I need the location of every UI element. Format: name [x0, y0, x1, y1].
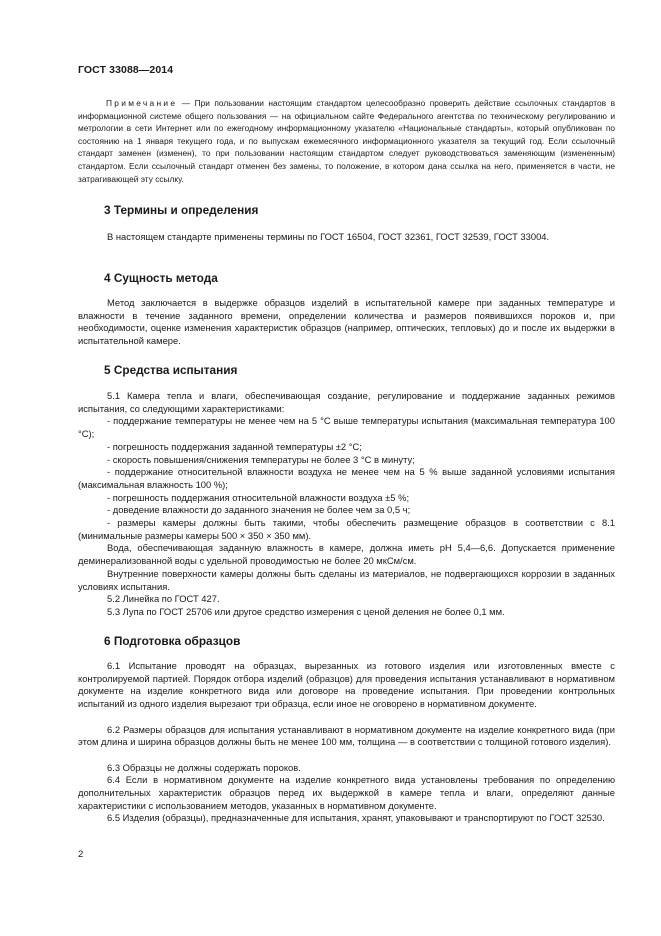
section-6-paragraph-3: 6.3 Образцы не должны содержать пороков. — [107, 761, 301, 773]
section-5-paragraph-1: 5.1 Камера тепла и влаги, обеспечивающая создание, регулирование и поддержание заданных режимов испытания, со следующими характеристиками: — [78, 390, 615, 414]
section-5-paragraph-2: Вода, обеспечивающая заданную влажность в камере, должна иметь pH 5,4—6,6. Допускается применение деминерализованной воды с удельной проводимостью не более 20 мкСм/см. — [78, 542, 615, 567]
section-4-paragraph-1: Метод заключается в выдержке образцов изделий в испытательной камере при заданных температуре и влажности в течение заданного времени, определении количества и размеров появившихся пороков и, при необходимости, оценке изменения характеристик образцов (например, оптических, тепловых) до и после их выдержки в испытательной камере. — [78, 297, 615, 347]
section-5-paragraph-3: Внутренние поверхности камеры должны быть сделаны из материалов, не подвергающихся коррозии в заданных условиях испытания. — [78, 567, 615, 592]
note-text: — При пользовании настоящим стандартом целесообразно проверить действие ссылочных стандартов в информационной системе общего пользования — на официальном сайте Федерального агентства по техническому регулированию и метрологии в сети Интернет или по ежегодному информационному указателю «Национальные стандарты», который опубликован по состоянию на 1 января текущего года, и по выпускам ежемесячного информационного указателя за текущий год. Если ссылочный стандарт заменен (изменен), то при пользовании настоящим стандартом следует руководствоваться заменяющим (измененным) стандартом. Если ссылочный стандарт отменен без замены, то положение, в котором дана ссылка на него, применяется в части, не затрагивающей эту ссылку. — [78, 98, 615, 184]
section-5-item-6: - доведение влажности до заданного значения не более чем за 0,5 ч; — [107, 504, 411, 516]
reference-note — [78, 97, 615, 185]
note-label: Примечание — [106, 98, 178, 108]
section-4-heading: 4 Сущность метода — [104, 271, 218, 285]
document-header: ГОСТ 33088—2014 — [78, 64, 174, 76]
section-6-paragraph-2: 6.2 Размеры образцов для испытания устанавливают в нормативном документе на изделие конкретного вида (при этом длина и ширина образцов должны быть не менее 100 мм, толщина — в соответствии с толщиной готового изделия). — [78, 723, 615, 748]
section-5-item-1: - поддержание температуры не менее чем на 5 °С выше температуры испытания (максимальная температура 100 °С); — [78, 415, 615, 440]
section-6-heading: 6 Подготовка образцов — [104, 634, 241, 648]
section-5-item-4: - поддержание относительной влажности воздуха не менее чем на 5 % выше заданной условиями испытания (максимальная влажность 100 %); — [78, 466, 615, 490]
section-6-paragraph-5: 6.5 Изделия (образцы), предназначенные для испытания, хранят, упаковывают и транспортируют по ГОСТ 32530. — [107, 812, 605, 824]
section-5-item-2: - погрешность поддержания заданной температуры ±2 °С; — [107, 440, 362, 452]
page-number: 2 — [78, 849, 84, 860]
section-6-paragraph-1: 6.1 Испытание проводят на образцах, вырезанных из готового изделия или изготовленных вместе с контролируемой партией. Порядок отбора изделий (образцов) для проведения испытания устанавливают в нормативном документе на изделие конкретного вида или договоре на проведение испытания. При проведении контрольных испытаний из одного изделия вырезают три образца, если иное не оговорено в нормативном документе. — [78, 660, 615, 710]
section-5-paragraph-4: 5.2 Линейка по ГОСТ 427. — [107, 593, 220, 605]
section-6-paragraph-4: 6.4 Если в нормативном документе на изделие конкретного вида установлены требования по определению дополнительных характеристик образцов перед их выдержкой в камере тепла и влаги, определяют данные характеристики с использованием методов, указанных в нормативном документе. — [78, 774, 615, 811]
section-3-paragraph-1: В настоящем стандарте применены термины по ГОСТ 16504, ГОСТ 32361, ГОСТ 32539, ГОСТ 33004. — [107, 231, 550, 242]
section-5-item-5: - погрешность поддержания относительной влажности воздуха ±5 %; — [107, 491, 410, 503]
section-5-paragraph-5: 5.3 Лупа по ГОСТ 25706 или другое средство измерения с ценой деления не более 0,1 мм. — [107, 605, 505, 617]
section-5-heading: 5 Средства испытания — [104, 363, 238, 377]
section-5-item-7: - размеры камеры должны быть такими, чтобы обеспечить размещение образцов в соответствии с 8.1 (минимальные размеры камеры 500 × 350 × 350 мм). — [78, 517, 615, 541]
section-3-heading: 3 Термины и определения — [104, 203, 259, 217]
section-5-item-3: - скорость повышения/снижения температуры не более 3 °С в минуту; — [107, 453, 415, 465]
